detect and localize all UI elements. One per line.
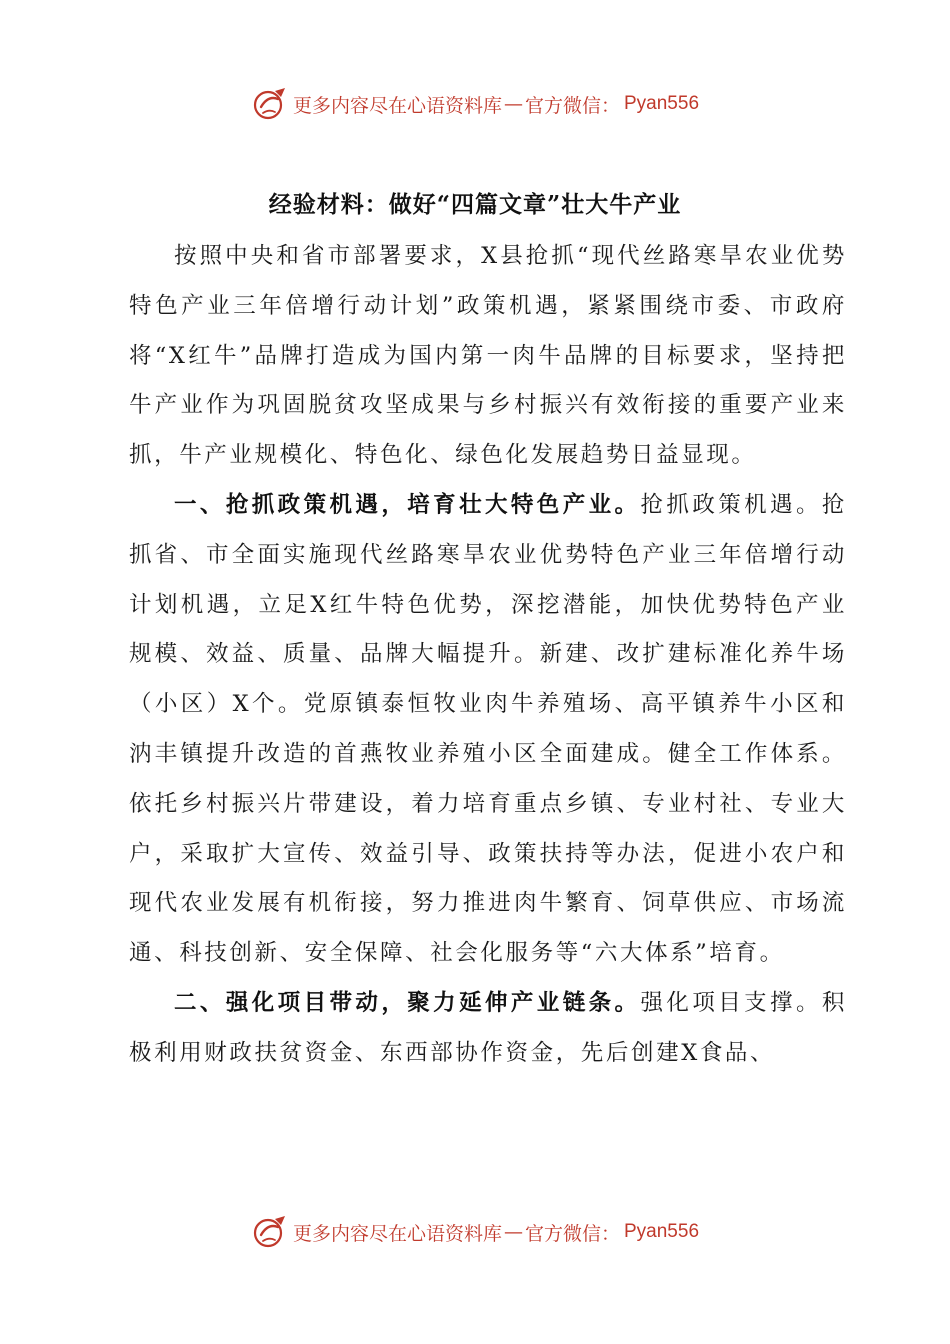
footer-banner	[0, 1210, 950, 1254]
section-1-heading: 一、抢抓政策机遇，培育壮大特色产业。	[174, 491, 641, 518]
intro-paragraph: 按照中央和省市部署要求，X县抢抓“现代丝路寒旱农业优势特色产业三年倍增行动计划”政策机遇，紧紧围绕市委、市政府将“X红牛”品牌打造成为国内第一肉牛品牌的目标要求，坚持把牛产业作为巩固脱贫攻坚成果与乡村振兴有效衔接的重要产业来抓，牛产业规模化、特色化、绿色化发展趋势日益显现。	[129, 243, 847, 469]
banner-text: 更多内容尽在心语资料库	[292, 94, 502, 117]
banner-wechat-id: Pyan556	[624, 1221, 700, 1242]
brand-logo-icon	[251, 1213, 289, 1251]
header-banner	[0, 82, 950, 126]
section-1-body: 抢抓政策机遇。抢抓省、市全面实施现代丝路寒旱农业优势特色产业三年倍增行动计划机遇，立足X红牛特色优势，深挖潜能，加快优势特色产业规模、效益、质量、品牌大幅提升。新建、改扩建标准化养牛场（小区）X个。党原镇泰恒牧业肉牛养殖场、高平镇养牛小区和汭丰镇提升改造的首燕牧业养殖小区全面建成。健全工作体系。依托乡村振兴片带建设，着力培育重点乡镇、专业村社、专业大户，采取扩大宣传、效益引导、政策扶持等办法，促进小农户和现代农业发展有机衔接，努力推进肉牛繁育、饲草供应、市场流通、科技创新、安全保障、社会化服务等“六大体系”培育。	[129, 491, 847, 967]
section-2-paragraph	[129, 979, 847, 1079]
brand-logo-icon	[251, 85, 289, 123]
banner-wechat-label: 官方微信：	[524, 1222, 620, 1245]
banner-text: 更多内容尽在心语资料库	[292, 1222, 502, 1245]
document-title: 经验材料：做好“四篇文章”壮大牛产业	[268, 191, 682, 218]
banner-wechat-label: 官方微信：	[524, 94, 620, 117]
section-2-body: 强化项目支撑。积极利用财政扶贫资金、东西部协作资金，先后创建X食品、	[129, 989, 847, 1066]
banner-dash: —	[503, 1221, 523, 1243]
section-1-paragraph	[129, 481, 847, 979]
section-2-heading: 二、强化项目带动，聚力延伸产业链条。	[174, 989, 641, 1016]
banner-dash: —	[503, 93, 523, 115]
document-body	[129, 232, 847, 1079]
banner-wechat-id: Pyan556	[624, 93, 700, 114]
